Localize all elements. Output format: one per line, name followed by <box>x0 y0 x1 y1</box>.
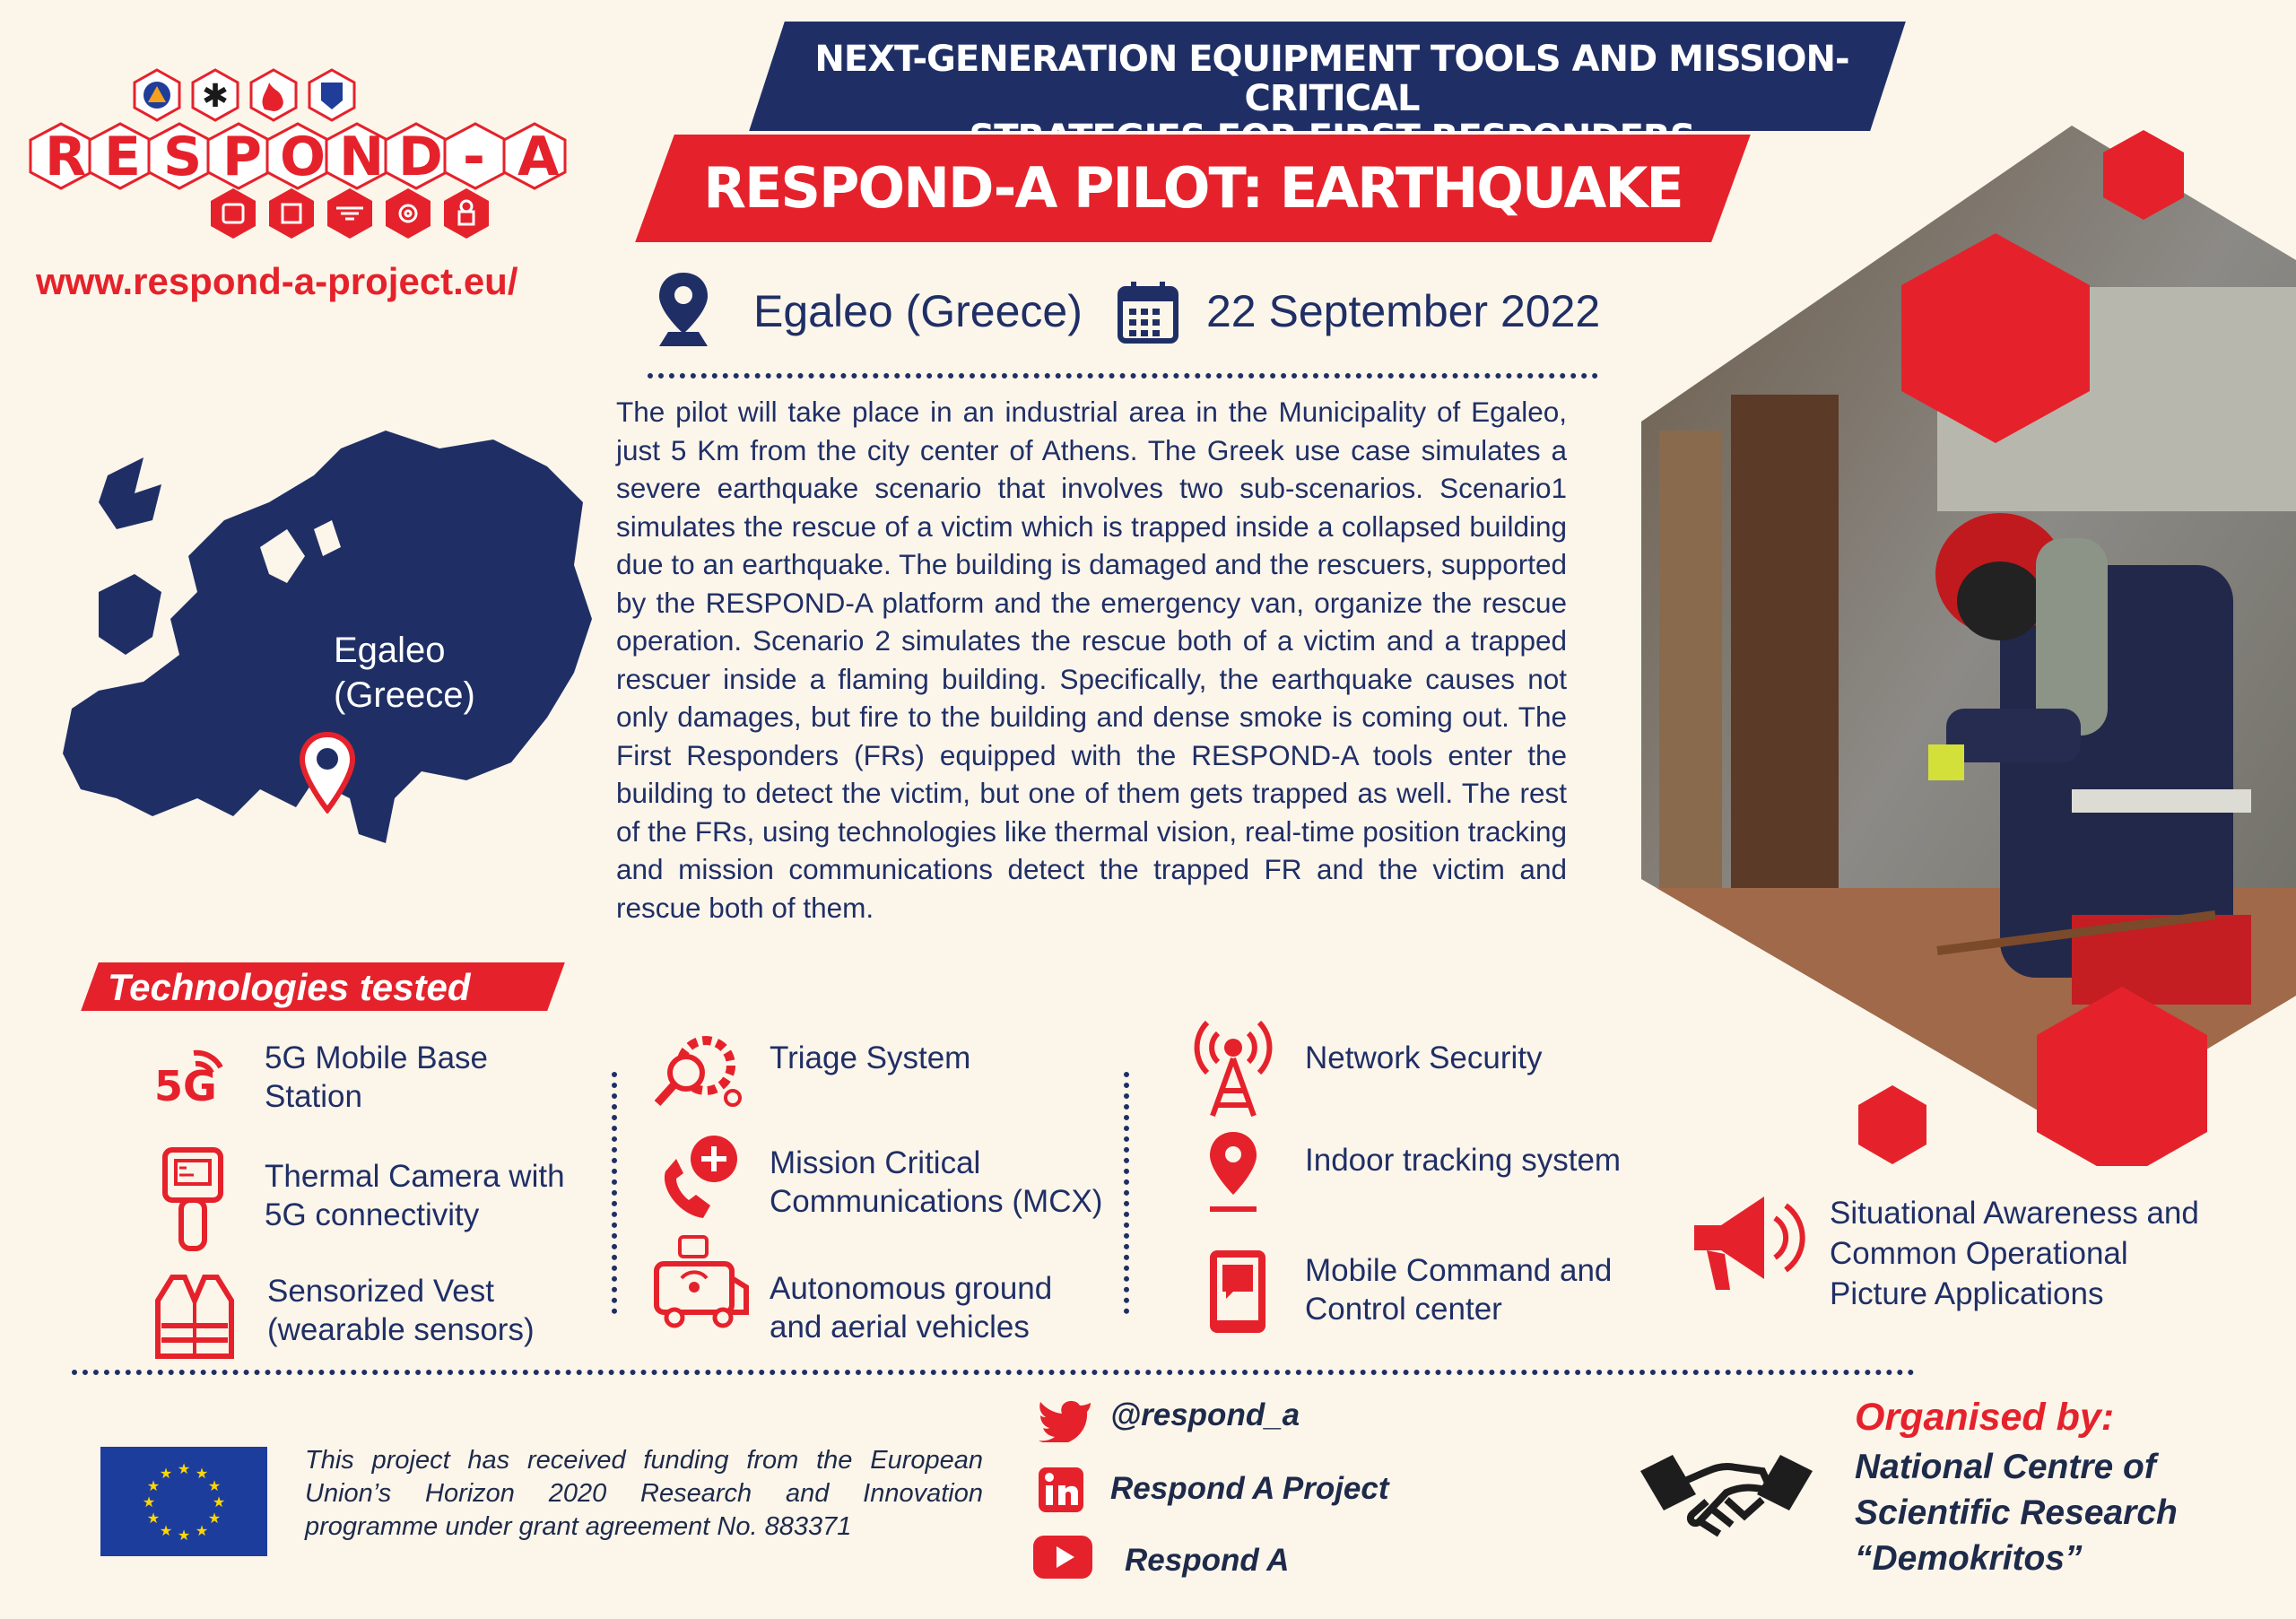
tech-item-situational-awareness <box>1830 1193 2199 1314</box>
pilot-title: RESPOND-A PILOT: EARTHQUAKE <box>703 155 1683 221</box>
tech-label: Picture Applications <box>1830 1276 2104 1311</box>
tech-label: Sensorized Vest <box>267 1274 494 1309</box>
tech-item-network-security: Network Security <box>1305 1040 1543 1075</box>
logo-letter: - <box>463 126 485 188</box>
tech-item-vehicles <box>770 1269 1052 1346</box>
tech-item-5g <box>265 1039 488 1116</box>
svg-text:★: ★ <box>177 1527 191 1544</box>
svg-text:★: ★ <box>177 1460 191 1477</box>
svg-text:★: ★ <box>195 1522 209 1539</box>
organiser-name <box>1855 1444 2178 1581</box>
logo-letter: A <box>517 126 560 188</box>
tech-label: Communications (MCX) <box>770 1184 1103 1219</box>
vest-icon <box>154 1274 235 1360</box>
tech-label: and aerial vehicles <box>770 1310 1030 1345</box>
tech-item-vest <box>267 1272 535 1349</box>
megaphone-icon <box>1689 1182 1810 1299</box>
logo-letter: P <box>222 126 262 188</box>
tech-label: Common Operational <box>1830 1236 2128 1271</box>
column-divider <box>1124 1072 1129 1314</box>
eu-stars-icon <box>100 1447 267 1556</box>
logo-letter: R <box>45 126 87 188</box>
svg-text:★: ★ <box>195 1465 209 1482</box>
logo-wordmark <box>27 122 592 190</box>
svg-text:★: ★ <box>207 1477 222 1494</box>
map-label <box>334 628 475 718</box>
description: The pilot will take place in an industrial area in the Municipality of Egaleo, just 5 Km from the city center of Athens. The Greek use case simulates a severe earthquake scenario that involves two sub-scenarios. Scenario1 simulates the rescue of a victim which is trapped inside a collapsed building due to an earthquake. The building is damaged and the rescuers, supported by the RESPOND-A platform and the emergency van, organize the rescue operation. Scenario 2 simulates the rescue both of a victim and a trapped rescuer inside a flaming building. Specifically, the earthquake causes not only damages, but fire to the building and dense smoke is coming out. The First Responders (FRs) equipped with the RESPOND-A tools enter the building to detect the victim, but one of them gets trapped as well. The rest of the FRs, using technologies like thermal vision, real-time position tracking and mission communications detect the trapped FR and the victim and rescue both of them. <box>616 396 1567 924</box>
mobile-command-icon <box>1206 1247 1269 1336</box>
tech-item-mcx <box>770 1144 1102 1221</box>
organiser-line: “Demokritos” <box>1855 1539 2083 1578</box>
logo-letter: S <box>163 126 203 188</box>
youtube-name[interactable]: Respond A <box>1125 1543 1290 1578</box>
svg-text:★: ★ <box>159 1522 173 1539</box>
logo-letter: O <box>280 126 326 188</box>
svg-text:★: ★ <box>146 1477 161 1494</box>
logo-letter: N <box>339 126 385 188</box>
location-pin-icon <box>1206 1128 1260 1214</box>
thermal-camera-icon <box>161 1146 224 1252</box>
location-pin-icon <box>652 269 715 350</box>
linkedin-icon[interactable] <box>1039 1467 1083 1512</box>
tech-label: Thermal Camera with <box>265 1159 565 1194</box>
map-label-country: (Greece) <box>334 675 475 715</box>
twitter-handle[interactable]: @respond_a <box>1110 1397 1300 1432</box>
tech-item-triage: Triage System <box>770 1040 971 1075</box>
svg-text:★: ★ <box>212 1493 226 1510</box>
tech-label: 5G connectivity <box>265 1197 480 1232</box>
tech-label: Control center <box>1305 1292 1502 1327</box>
svg-text:★: ★ <box>207 1510 222 1527</box>
eu-flag <box>100 1447 267 1556</box>
map-label-city: Egaleo <box>334 631 446 670</box>
organiser-line: National Centre of <box>1855 1448 2156 1486</box>
tech-label: Station <box>265 1079 362 1114</box>
organiser-line: Scientific Research <box>1855 1493 2178 1532</box>
header-line-1: NEXT-GENERATION EQUIPMENT TOOLS AND MISSION-CRITICAL <box>814 39 1849 119</box>
tech-label: Autonomous ground <box>770 1271 1053 1306</box>
logo-letter: E <box>104 126 141 188</box>
linkedin-name[interactable]: Respond A Project <box>1110 1471 1389 1506</box>
twitter-icon[interactable] <box>1039 1397 1092 1442</box>
svg-text:★: ★ <box>142 1493 156 1510</box>
organiser-title: Organised by: <box>1855 1396 2115 1439</box>
divider <box>648 373 1598 379</box>
tech-label: 5G Mobile Base <box>265 1040 489 1075</box>
calendar-icon <box>1117 280 1179 344</box>
technologies-title: Technologies tested <box>108 966 471 1008</box>
svg-text:★: ★ <box>159 1465 173 1482</box>
svg-text:✱: ✱ <box>201 78 230 115</box>
date-text: 22 September 2022 <box>1206 286 1601 336</box>
tech-label: Mission Critical <box>770 1145 981 1180</box>
logo <box>27 63 592 251</box>
tech-label: (wearable sensors) <box>267 1312 535 1347</box>
column-divider <box>612 1072 617 1314</box>
5g-icon <box>152 1040 233 1112</box>
tech-label: Mobile Command and <box>1305 1253 1613 1288</box>
footer-divider <box>72 1370 1915 1375</box>
vehicle-icon <box>653 1233 752 1332</box>
5g-icon-glyph: 5G <box>154 1062 217 1110</box>
logo-letter: D <box>398 126 443 188</box>
tech-item-mobile-command <box>1305 1251 1612 1328</box>
youtube-icon[interactable] <box>1033 1536 1092 1579</box>
tech-label: Situational Awareness and <box>1830 1196 2199 1231</box>
tech-item-thermal-camera <box>265 1157 565 1234</box>
svg-text:★: ★ <box>146 1510 161 1527</box>
handshake-icon <box>1637 1444 1816 1561</box>
funding-notice: This project has received funding from the European Union’s Horizon 2020 Research and Innovation programme under grant agreement No. 883371 <box>305 1446 983 1541</box>
website-link[interactable]: www.respond-a-project.eu/ <box>36 260 518 302</box>
antenna-icon <box>1193 1015 1274 1119</box>
phone-plus-icon <box>657 1132 746 1222</box>
tech-item-indoor-tracking: Indoor tracking system <box>1305 1143 1622 1178</box>
firefighter-photo <box>1641 126 2296 1166</box>
gear-search-icon <box>650 1030 749 1110</box>
location-text: Egaleo (Greece) <box>753 286 1083 336</box>
map-pin-icon <box>298 731 357 814</box>
